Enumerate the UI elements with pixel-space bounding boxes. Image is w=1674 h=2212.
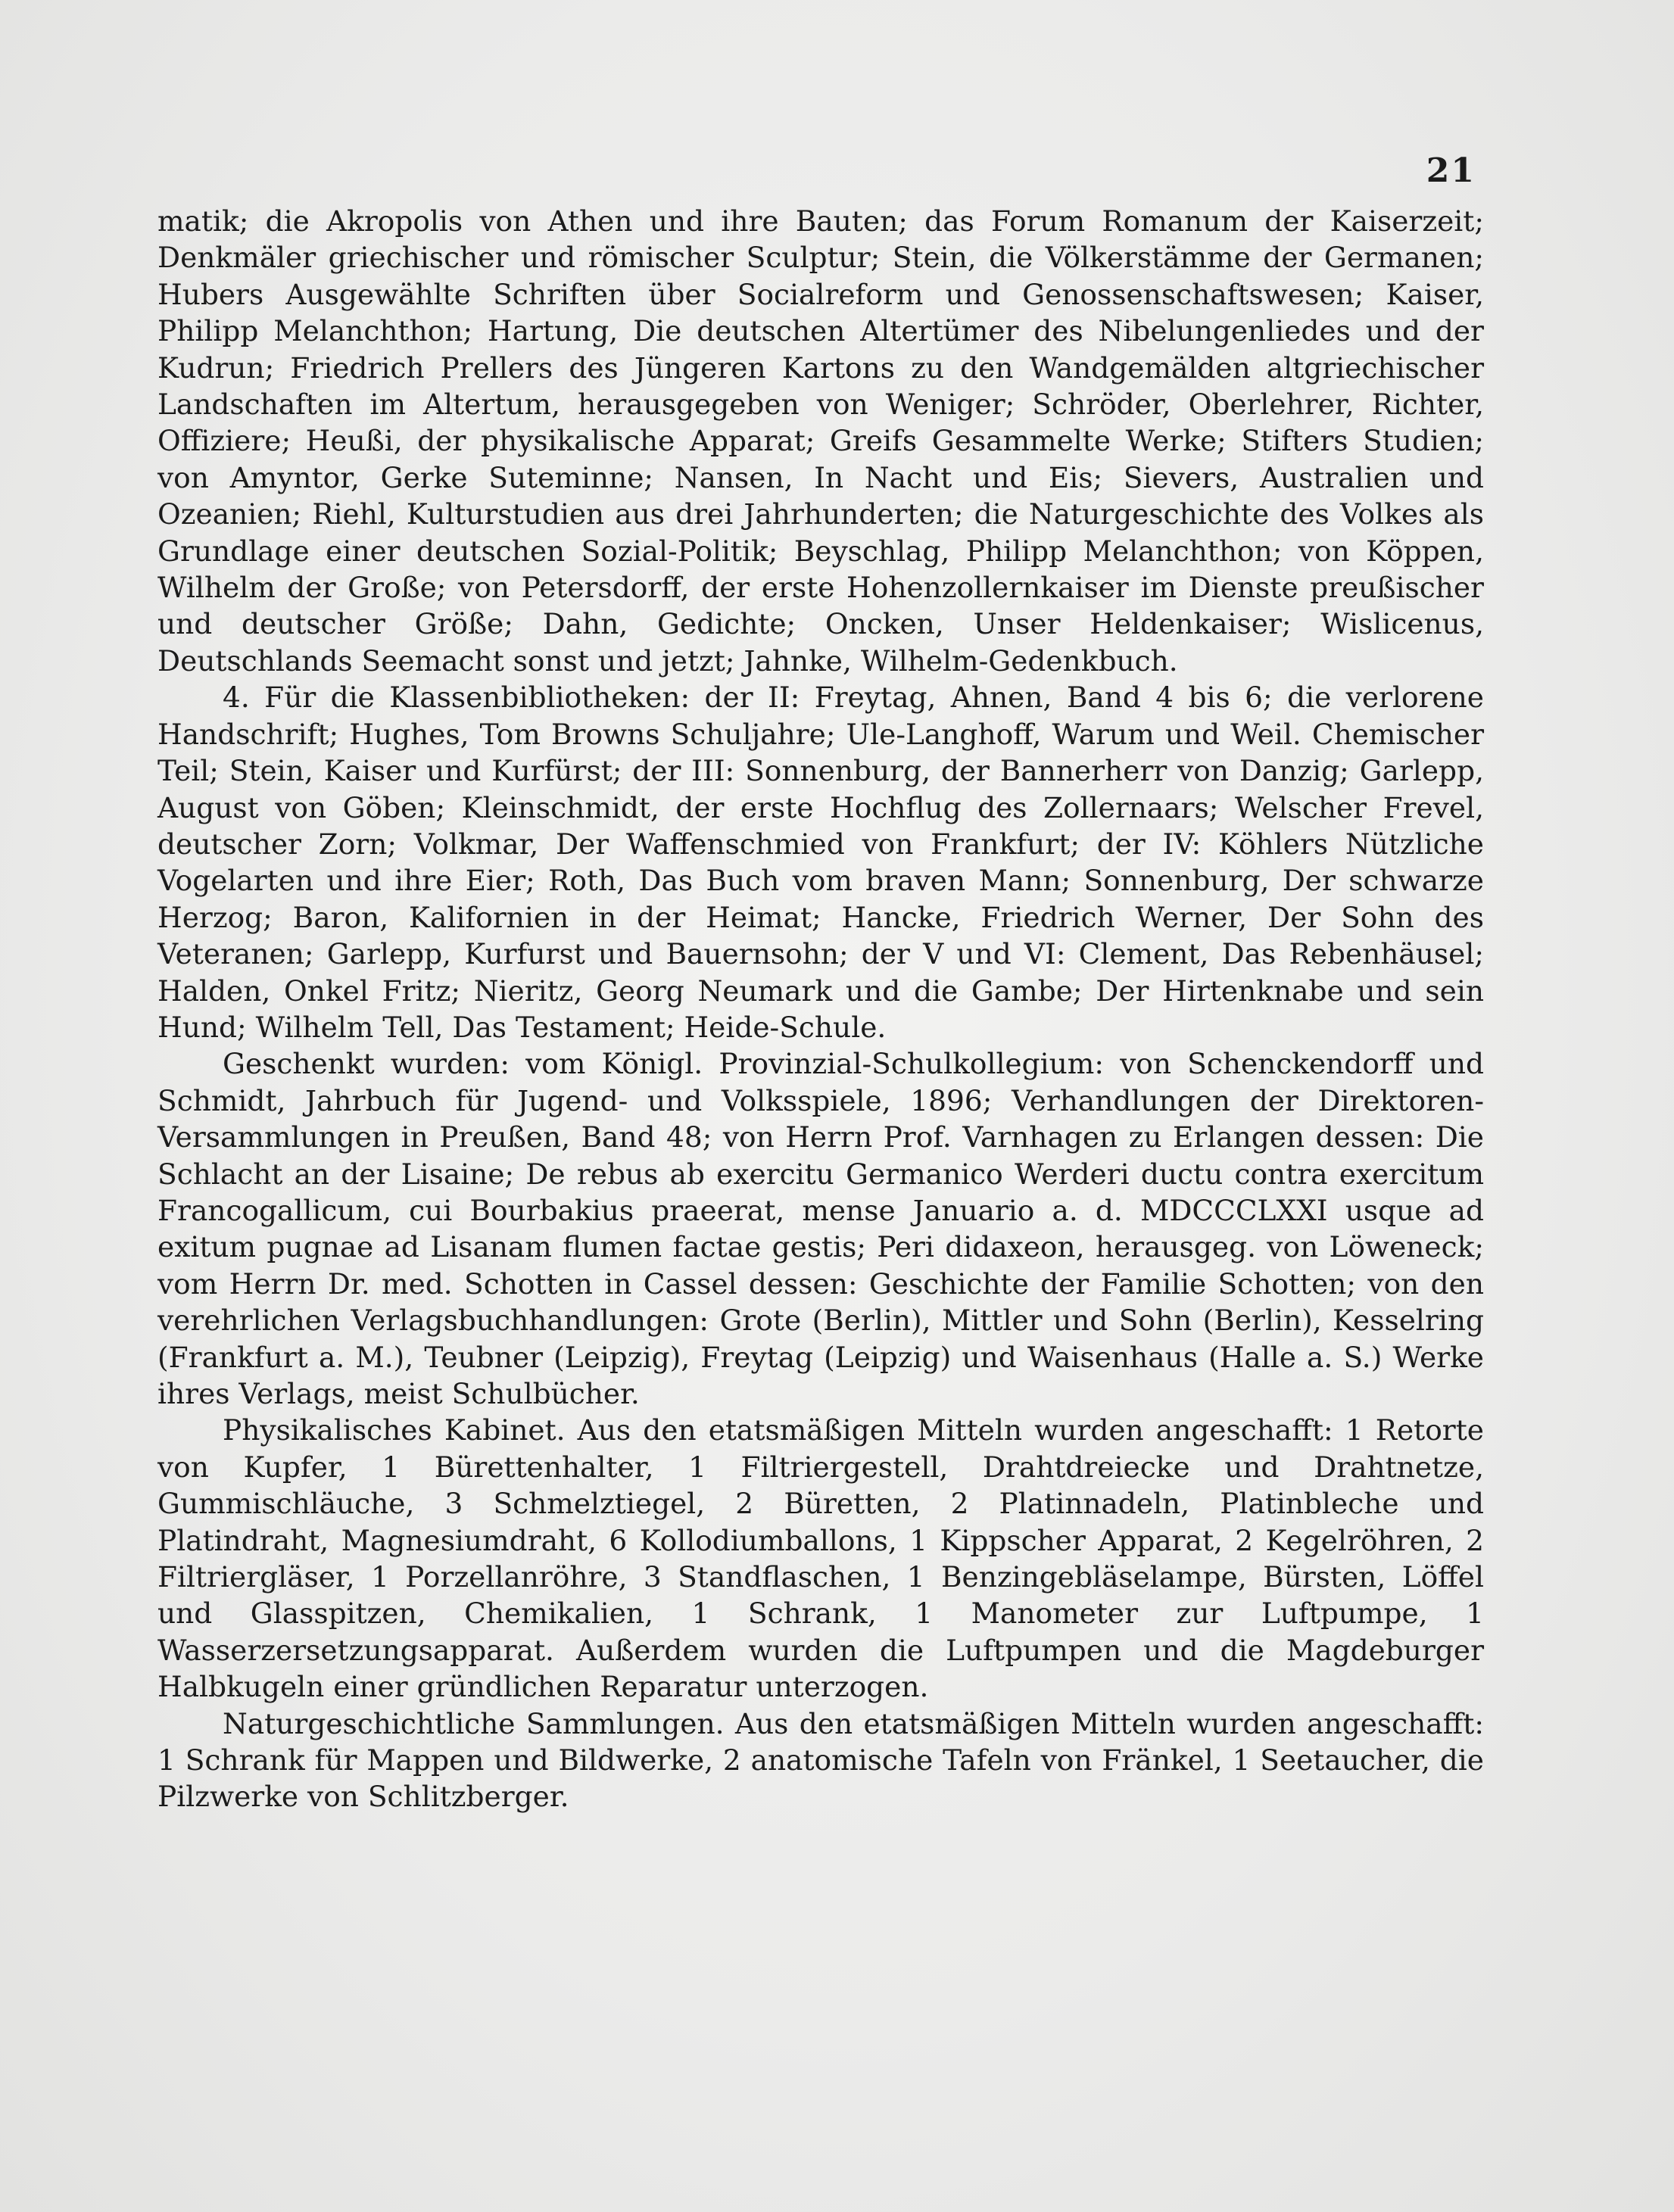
paragraph-continuation: matik; die Akropolis von Athen und ihre Bauten; das Forum Romanum der Kaiserzeit; Denkmäler griechischer und römischer Sculptur; Stein, die Völkerstämme der Germanen; Hubers Ausgewählte Schriften über Socialreform und Genossenschaftswesen; Kaiser, Philipp Melanchthon; Hartung, Die deutschen Altertümer des Nibelungenliedes und der Kudrun; Friedrich Prellers des Jüngeren Kartons zu den Wandgemälden altgriechischer Landschaften im Altertum, herausgegeben von Weniger; Schröder, Oberlehrer, Richter, Offiziere; Heußi, der physikalische Apparat; Greifs Gesammelte Werke; Stifters Studien; von Amyntor, Gerke Suteminne; Nansen, In Nacht und Eis; Sievers, Australien und Ozeanien; Riehl, Kulturstudien aus drei Jahrhunderten; die Naturgeschichte des Volkes als Grundlage einer deutschen Sozial-Politik; Beyschlag, Philipp Melanchthon; von Köppen, Wilhelm der Große; von Petersdorff, der erste Hohenzollernkaiser im Dienste preußischer und deutscher Größe; Dahn, Gedichte; Oncken, Unser Heldenkaiser; Wislicenus, Deutschlands Seemacht sonst und jetzt; Jahnke, Wilhelm-Gedenkbuch. — [157, 204, 1484, 678]
paragraph-donations: Geschenkt wurden: vom Königl. Provinzial-Schulkollegium: von Schenckendorff und Schmidt, Jahrbuch für Jugend- und Volksspiele, 1896; Verhandlungen der Direktoren-Versammlungen in Preußen, Band 48; von Herrn Prof. Varnhagen zu Erlangen dessen: Die Schlacht an der Lisaine; De rebus ab exercitu Germanico Werderi ductu contra exercitum Francogallicum, cui Bourbakius praeerat, mense Januario a. d. MDCCCLXXI usque ad exitum pugnae ad Lisanam flumen factae gestis; Peri didaxeon, herausgeg. von Löweneck; vom Herrn Dr. med. Schotten in Cassel dessen: Geschichte der Familie Schotten; von den verehrlichen Verlagsbuchhandlungen: Grote (Berlin), Mittler und Sohn (Berlin), Kesselring (Frankfurt a. M.), Teubner (Leipzig), Freytag (Leipzig) und Waisenhaus (Halle a. S.) Werke ihres Verlags, meist Schulbücher. — [157, 1047, 1484, 1410]
paragraph-physics-cabinet: Physikalisches Kabinet. Aus den etatsmäßigen Mitteln wurden angeschafft: 1 Retorte von Kupfer, 1 Bürettenhalter, 1 Filtriergestell, Drahtdreiecke und Drahtnetze, Gummischläuche, 3 Schmelztiegel, 2 Büretten, 2 Platinnadeln, Platinbleche und Platindraht, Magnesiumdraht, 6 Kollodiumballons, 1 Kippscher Apparat, 2 Kegelröhren, 2 Filtriergläser, 1 Porzellanröhre, 3 Standflaschen, 1 Benzingebläselampe, Bürsten, Löffel und Glasspitzen, Chemikalien, 1 Schrank, 1 Manometer zur Luftpumpe, 1 Wasserzersetzungsapparat. Außerdem wurden die Luftpumpen und die Magdeburger Halbkugeln einer gründlichen Reparatur unterzogen. — [157, 1413, 1484, 1704]
page-number: 21 — [1426, 151, 1476, 190]
paragraph-natural-history: Naturgeschichtliche Sammlungen. Aus den etatsmäßigen Mitteln wurden angeschafft: 1 Schrank für Mappen und Bildwerke, 2 anatomische Tafeln von Fränkel, 1 Seetaucher, die Pilzwerke von Schlitzberger. — [157, 1706, 1484, 1814]
paragraph-class-libraries: 4. Für die Klassenbibliotheken: der II: Freytag, Ahnen, Band 4 bis 6; die verlorene Handschrift; Hughes, Tom Browns Schuljahre; Ule-Langhoff, Warum und Weil. Chemischer Teil; Stein, Kaiser und Kurfürst; der III: Sonnenburg, der Bannerherr von Danzig; Garlepp, August von Göben; Kleinschmidt, der erste Hochflug des Zollernaars; Welscher Frevel, deutscher Zorn; Volkmar, Der Waffenschmied von Frankfurt; der IV: Köhlers Nützliche Vogelarten und ihre Eier; Roth, Das Buch vom braven Mann; Sonnenburg, Der schwarze Herzog; Baron, Kalifornien in der Heimat; Hancke, Friedrich Werner, Der Sohn des Veteranen; Garlepp, Kurfurst und Bauernsohn; der V und VI: Clement, Das Rebenhäusel; Halden, Onkel Fritz; Nieritz, Georg Neumark und die Gambe; Der Hirtenknabe und sein Hund; Wilhelm Tell, Das Testament; Heide-Schule. — [157, 681, 1484, 1044]
body-text — [157, 203, 1484, 1815]
